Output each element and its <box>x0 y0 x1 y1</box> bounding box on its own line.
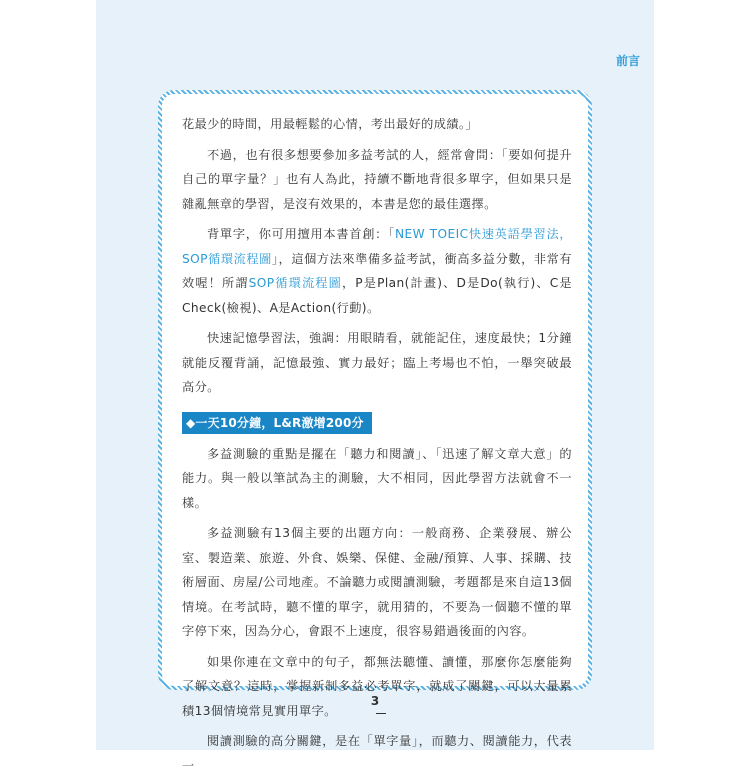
page-number: 3 <box>370 694 380 708</box>
section-header: 前言 <box>615 54 640 68</box>
sop-chart-highlight: SOP循環流程圖 <box>248 276 342 290</box>
paragraph-6: 多益測驗有13個主要的出題方向：一般商務、企業發展、辦公室、製造業、旅遊、外食、娛樂、保健、金融/預算、人事、採購、技術層面、房屋/公司地產。不論聽力或閱讀測驗，考題都是來自這13個情境。在考試時，聽不懂的單字，就用猜的，不要為一個聽不懂的單字停下來，因為分心，會跟不上速度，很容易錯過後面的內容。 <box>182 526 572 638</box>
paragraph-3-intro: 背單字，你可用擅用本書首創：「 <box>207 227 395 241</box>
paragraph-3-middle: 」，這個方法來準備多益考試，衝高多益分數，非常有效喔！所謂 <box>182 251 572 290</box>
paragraph-7: 如果你連在文章中的句子，都無法聽懂、讀懂，那麼你怎麼能夠了解文意？這時，掌握新制多益必考單字，就成了關鍵，可以大量累積13個情境常見實用單字。 <box>182 654 572 718</box>
paragraph-3 <box>182 222 572 320</box>
body-text <box>182 112 572 784</box>
content-frame <box>158 90 592 773</box>
sop-method-highlight: NEW TOEIC快速英語學習法，SOP循環流程圖 <box>182 227 572 266</box>
book-page <box>96 0 654 773</box>
page-number-underline <box>376 713 386 714</box>
section-heading: ◆一天10分鐘，L&R激增200分 <box>182 412 372 434</box>
paragraph-8: 閱讀測驗的高分關鍵，是在「單字量」，而聽力、閱讀能力，代表一 <box>182 734 572 773</box>
content-frame-inner <box>162 94 588 773</box>
paragraph-3-end: ，P是Plan(計畫)、D是Do(執行)、C是Check(檢視)、A是Action(行動)。 <box>182 276 573 315</box>
paragraph-5: 多益測驗的重點是擺在「聽力和閱讀」、「迅速了解文章大意」的能力。與一般以筆試為主的測驗，大不相同，因此學習方法就會不一樣。 <box>182 446 572 510</box>
paragraph-4: 快速記憶學習法，強調：用眼睛看，就能記住，速度最快；1分鐘就能反覆背誦，記憶最強、實力最好；臨上考場也不怕，一舉突破最高分。 <box>182 331 572 394</box>
paragraph-2: 不過，也有很多想要參加多益考試的人，經常會問：「要如何提升自己的單字量？」也有人為此，持續不斷地背很多單字，但如果只是雜亂無章的學習，是沒有效果的，本書是您的最佳選擇。 <box>182 147 572 211</box>
paragraph-1: 花最少的時間，用最輕鬆的心情，考出最好的成績。」 <box>182 117 478 131</box>
